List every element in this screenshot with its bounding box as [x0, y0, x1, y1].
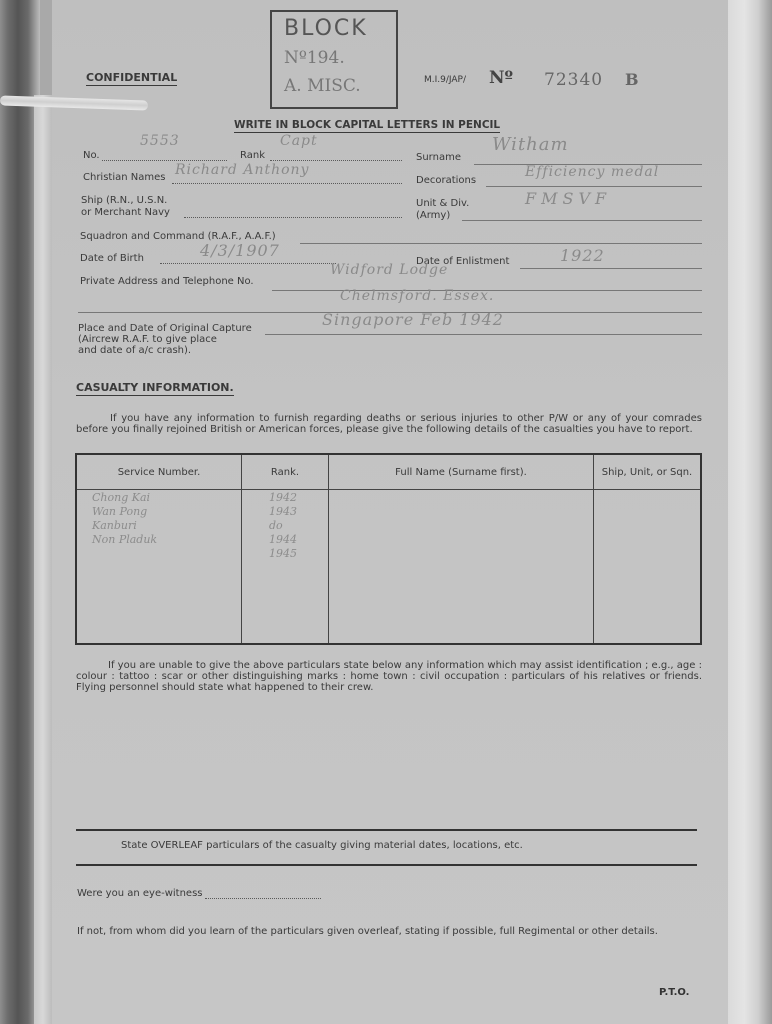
- address-value-line-2: Chelmsford. Essex.: [340, 288, 495, 304]
- christian-names-label: Christian Names: [83, 172, 166, 183]
- ship-label-line-2: or Merchant Navy: [81, 207, 170, 218]
- handwritten-entry: Wan Pong: [92, 505, 148, 518]
- service-number-cell[interactable]: [76, 490, 242, 645]
- handwritten-entry: 1943: [269, 505, 297, 518]
- capture-label-line-3: and date of a/c crash).: [78, 345, 192, 356]
- stamp-line-2: Nº194.: [284, 48, 345, 68]
- capture-label: [78, 323, 252, 356]
- enlistment-label: Date of Enlistment: [416, 256, 510, 267]
- rank-cell[interactable]: [242, 490, 329, 645]
- eye-witness-field[interactable]: [205, 898, 321, 899]
- dob-field[interactable]: [160, 263, 336, 264]
- unit-field[interactable]: [462, 220, 702, 221]
- dob-label: Date of Birth: [80, 253, 144, 264]
- source-note: If not, from whom did you learn of the particulars given overleaf, stating if possible, full Regimental or other details.: [77, 926, 658, 937]
- stamp-line-1: BLOCK: [284, 16, 368, 41]
- capture-field[interactable]: [265, 334, 702, 335]
- address-value-line-1: Widford Lodge: [330, 262, 449, 278]
- capture-label-line-1: Place and Date of Original Capture: [78, 323, 252, 334]
- unit-value: FMSVF: [525, 189, 612, 208]
- dob-value: 4/3/1907: [200, 241, 280, 260]
- handwritten-entry: 1945: [269, 547, 297, 560]
- column-service-number: Service Number.: [76, 454, 242, 490]
- casualty-intro: If you have any information to furnish regarding deaths or serious injuries to other P/W or any of your comrades before you finally rejoined British or American forces, please give the following details of the casualties you have to report.: [76, 413, 702, 435]
- instruction-heading: WRITE IN BLOCK CAPITAL LETTERS IN PENCIL: [234, 119, 501, 131]
- column-full-name: Full Name (Surname first).: [329, 454, 594, 490]
- binding-strip: [34, 95, 52, 1024]
- serial-prefix: Nº: [489, 68, 514, 88]
- squadron-label: Squadron and Command (R.A.F., A.A.F.): [80, 231, 276, 242]
- column-ship-unit: Ship, Unit, or Sqn.: [594, 454, 702, 490]
- ship-unit-cell[interactable]: [594, 490, 702, 645]
- pto-label: P.T.O.: [659, 987, 690, 998]
- no-field[interactable]: [102, 160, 227, 161]
- handwritten-entry: Non Pladuk: [92, 533, 158, 546]
- ship-label-line-1: Ship (R.N., U.S.N.: [81, 195, 168, 206]
- rank-label: Rank: [240, 150, 265, 161]
- christian-names-value: Richard Anthony: [175, 162, 310, 178]
- identification-note: If you are unable to give the above particulars state below any information which may assist identification ; e.g., age : colour : tattoo : scar or other distinguishing marks : home town : civil occupation : particulars of his relatives or friends. Flying personnel should state what happened to their crew.: [76, 660, 702, 693]
- unit-label-line-1: Unit & Div.: [416, 198, 470, 209]
- stamp-line-3: A. MISC.: [284, 76, 361, 96]
- folder-right-edge: [726, 0, 772, 1024]
- handwritten-entry: Chong Kai: [92, 491, 151, 504]
- surname-label: Surname: [416, 152, 461, 163]
- classification-label: CONFIDENTIAL: [86, 71, 178, 84]
- surname-value: Witham: [492, 134, 569, 155]
- decorations-value: Efficiency medal: [525, 164, 660, 180]
- ship-field[interactable]: [184, 217, 402, 218]
- block-stamp: [270, 10, 398, 109]
- overleaf-note: State OVERLEAF particulars of the casualty giving material dates, locations, etc.: [121, 840, 523, 851]
- column-rank: Rank.: [242, 454, 329, 490]
- decorations-label: Decorations: [416, 175, 477, 186]
- capture-label-line-2: (Aircrew R.A.F. to give place: [78, 334, 217, 345]
- divider-top: [76, 829, 697, 831]
- christian-names-field[interactable]: [172, 183, 402, 184]
- decorations-field[interactable]: [486, 186, 702, 187]
- divider-bottom: [76, 864, 697, 866]
- form-reference: M.I.9/JAP/: [424, 75, 467, 85]
- no-value: 5553: [140, 133, 180, 149]
- handwritten-entry: do: [269, 519, 283, 532]
- enlistment-value: 1922: [560, 246, 605, 265]
- serial-suffix: B: [625, 70, 639, 89]
- casualty-heading: CASUALTY INFORMATION.: [76, 381, 234, 394]
- address-label: Private Address and Telephone No.: [80, 276, 254, 287]
- eye-witness-label: Were you an eye-witness: [77, 888, 203, 899]
- casualty-table: [75, 453, 702, 645]
- capture-value: Singapore Feb 1942: [322, 310, 504, 329]
- squadron-field[interactable]: [300, 243, 702, 244]
- rank-value: Capt: [280, 133, 318, 149]
- rank-field[interactable]: [270, 160, 402, 161]
- enlistment-field[interactable]: [520, 268, 702, 269]
- serial-number: 72340: [544, 70, 604, 90]
- handwritten-entry: 1944: [269, 533, 297, 546]
- unit-label: [416, 198, 469, 222]
- no-label: No.: [83, 150, 100, 161]
- full-name-cell[interactable]: [329, 490, 594, 645]
- ship-label: [81, 195, 170, 219]
- unit-label-line-2: (Army): [416, 210, 451, 221]
- handwritten-entry: 1942: [269, 491, 297, 504]
- handwritten-entry: Kanburi: [92, 519, 137, 532]
